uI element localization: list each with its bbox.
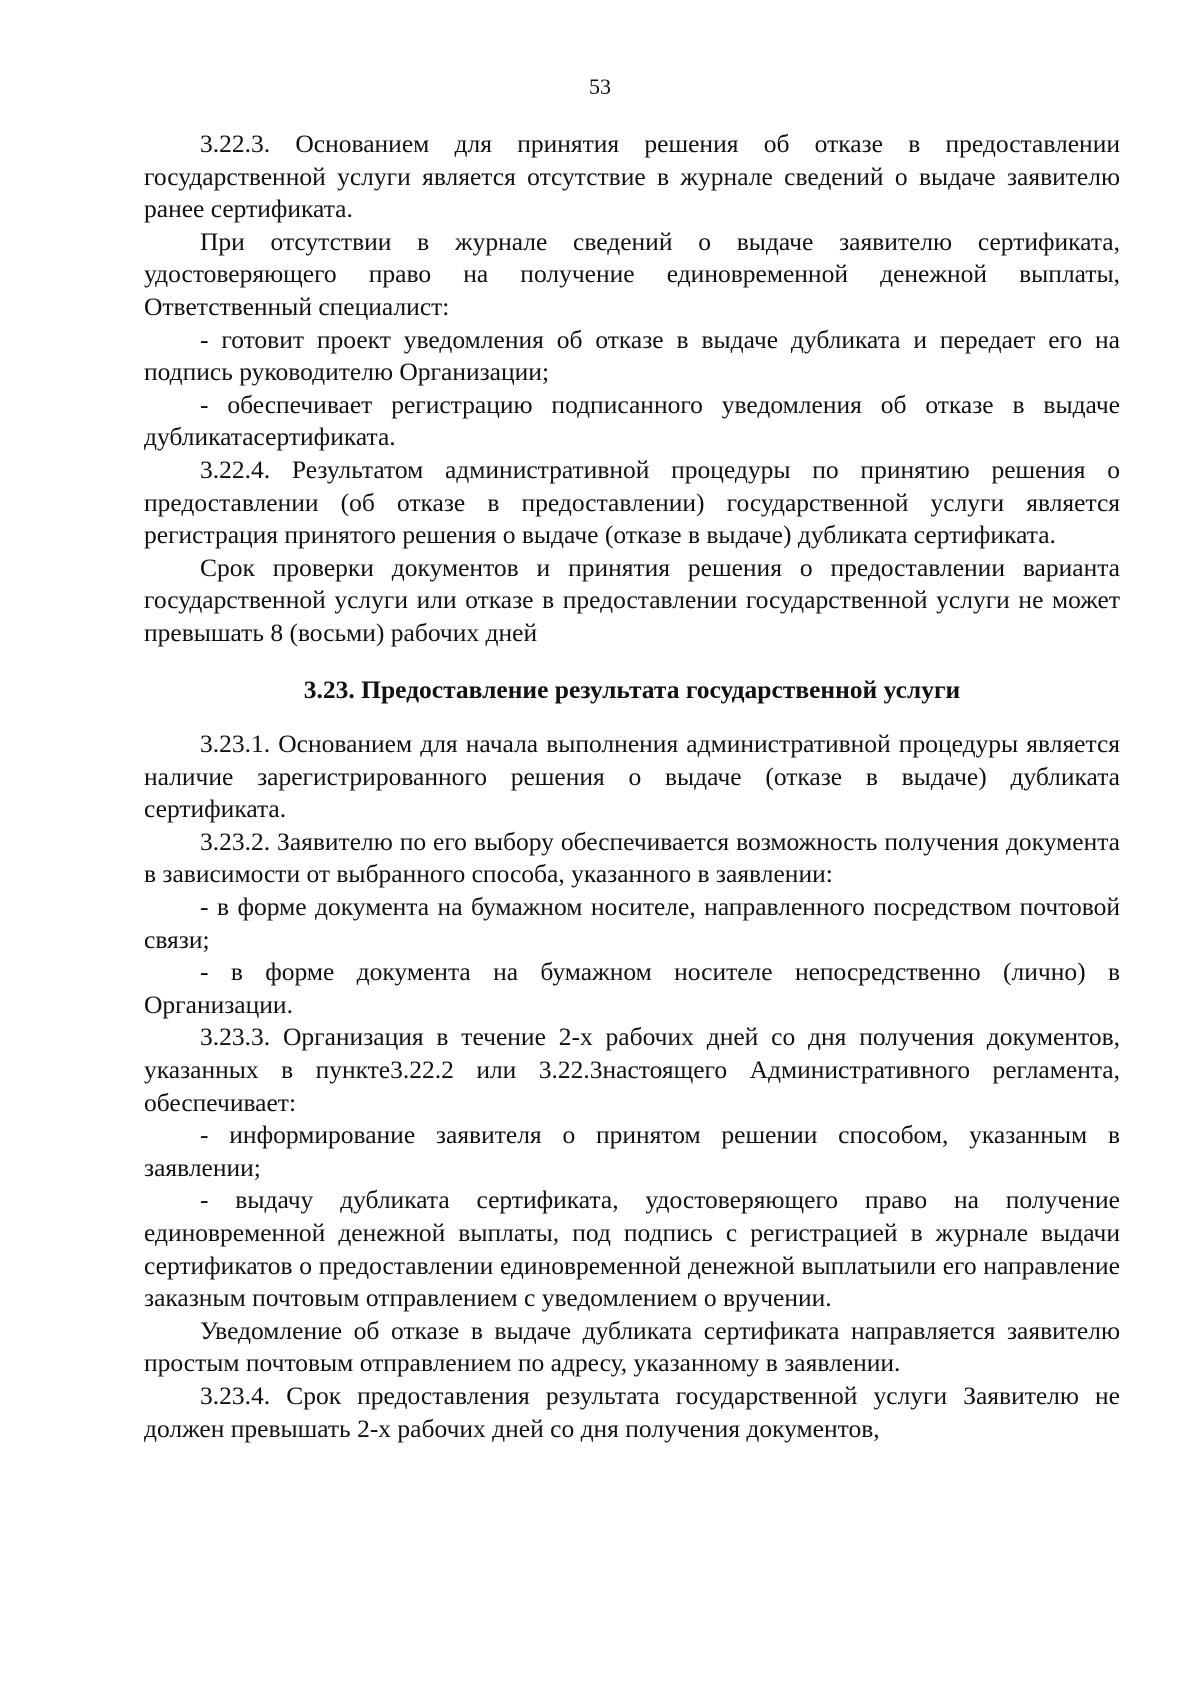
paragraph-3-23-1: 3.23.1. Основанием для начала выполнения административной процедуры является наличие зарегистрированного решения о выдаче (отказе в выдаче) дубликата сертификата. <box>144 729 1120 824</box>
paragraph-refusal-notice: Уведомление об отказе в выдаче дубликата сертификата направляется заявителю простым почтовым отправлением по адресу, указанному в заявлении. <box>144 1315 1120 1378</box>
paragraph-3-22-3: 3.22.3. Основанием для принятия решения об отказе в предоставлении государственной услуги является отсутствие в журнале сведений о выдаче заявителю ранее сертификата. <box>144 129 1120 224</box>
list-item-informing: - информирование заявителя о принятом решении способом, указанным в заявлении; <box>144 1120 1120 1182</box>
page-number: 53 <box>589 74 611 99</box>
list-item-in-person: - в форме документа на бумажном носителе непосредственно (лично) в Организации. <box>144 957 1120 1019</box>
list-item-prepare-notice: - готовит проект уведомления об отказе в выдаче дубликата и передает его на подпись руководителю Организации; <box>144 324 1120 387</box>
paragraph-3-23-3: 3.23.3. Организация в течение 2-х рабочих дней со дня получения документов, указанных в пункте3.22.2 или 3.22.3настоящего Административного регламента, обеспечивает: <box>144 1022 1120 1117</box>
paragraph-3-23-4: 3.23.4. Срок предоставления результата государственной услуги Заявителю не должен превышать 2-х рабочих дней со дня получения документов, <box>144 1380 1120 1443</box>
document-body <box>144 128 1120 1445</box>
list-item-register-notice: - обеспечивает регистрацию подписанного уведомления об отказе в выдаче дубликатасертификата. <box>144 389 1120 452</box>
list-item-issue-duplicate: - выдачу дубликата сертификата, удостоверяющего право на получение единовременной денежной выплаты, под подпись с регистрацией в журнале выдачи сертификатов о предоставлении единовременной денежной выплатыили его направление заказным почтовым отправлением с уведомлением о вручении. <box>144 1185 1120 1313</box>
paragraph-no-record: При отсутствии в журнале сведений о выдаче заявителю сертификата, удостоверяющего право на получение единовременной денежной выплаты, Ответственный специалист: <box>144 226 1120 321</box>
paragraph-3-23-2: 3.23.2. Заявителю по его выбору обеспечивается возможность получения документа в зависимости от выбранного способа, указанного в заявлении: <box>144 826 1120 889</box>
paragraph-review-deadline: Срок проверки документов и принятия решения о предоставлении варианта государственной услуги или отказе в предоставлении государственной услуги не может превышать 8 (восьми) рабочих дней <box>144 552 1120 647</box>
paragraph-3-22-4: 3.22.4. Результатом административной процедуры по принятию решения о предоставлении (об отказе в предоставлении) государственной услуги является регистрация принятого решения о выдаче (отказе в выдаче) дубликата сертификата. <box>144 454 1120 550</box>
section-heading-3-23: 3.23. Предоставление результата государственной услуги <box>303 674 961 704</box>
list-item-postal-delivery: - в форме документа на бумажном носителе, направленного посредством почтовой связи; <box>144 892 1120 954</box>
